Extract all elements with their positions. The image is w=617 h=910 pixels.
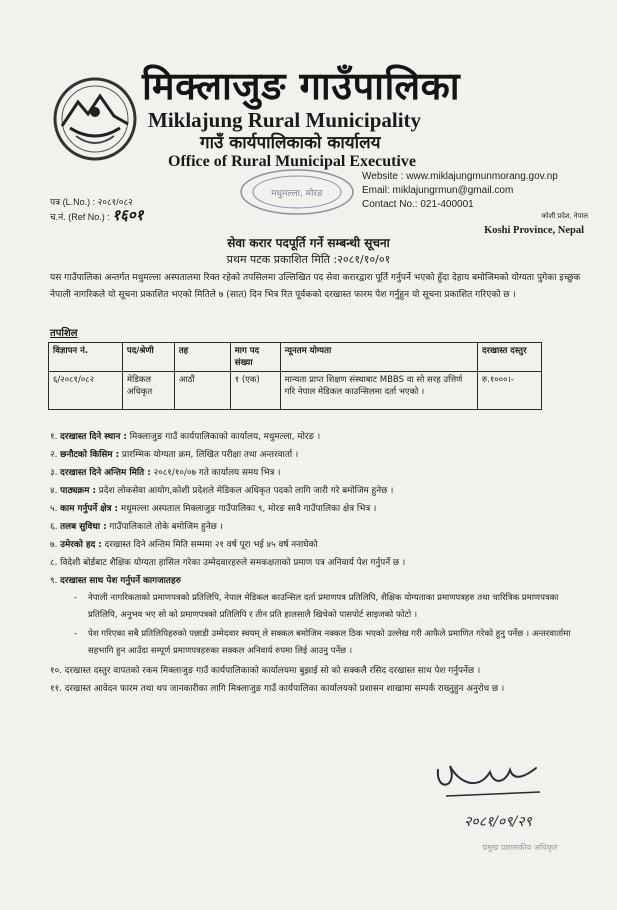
cell-post-count: १ (एक) <box>230 372 280 410</box>
condition-item: ५. काम गर्नुपर्ने क्षेत्र : मधुमल्ला अस्पताल मिक्लाजुङ गाउँपालिका ९, मोरङ सावै गाउँपालिका क्षेत्र भित्र । <box>50 504 377 514</box>
ref-value: १६०१ <box>112 206 144 224</box>
table-row <box>49 372 542 410</box>
signature-date: २०८१/०९/२९ <box>464 814 532 830</box>
documents-list <box>74 590 584 660</box>
header-fee: दरखास्त दस्तुर <box>478 343 542 372</box>
closing-item: १०. दरखास्त दस्तुर वापतको रकम मिक्लाजुङ गाउँ कार्यपालिकाको कार्यालयमा बुझाई सो को सक्कलै रसिद दरखास्त साथ पेश गर्नुपर्नेछ । <box>50 666 481 676</box>
header-qualification: न्यूनतम योग्यता <box>280 343 477 372</box>
org-name-nepali: मिक्लाजुङ गाउँपालिका <box>142 63 461 108</box>
closing-item: ११. दरखास्त आवेदन फारम तथा थप जानकारीका लागि मिक्लाजुङ गाउँ कार्यपालिका कार्यालयको प्रशासन शाखामा सम्पर्क राख्नुहुन अनुरोध छ । <box>50 684 505 694</box>
condition-item: ९. दरखास्त साथ पेश गर्नुपर्ने कागजातहरु - नेपाली नागरिकताको प्रमाणपत्रको प्रतिलिपि, नेपाल मेडिकल काउन्सिल दर्ता प्रमाणपत्र प्रतिलिपि, शैक्षिक योग्यताका प्रमाणपत्रहरु तथा चारित्रिक प्रमाणपत्रका प्रतिलिपि, अनुभव भए सो को प्रमाणपत्रको प्रतिलिपि र तीन प्रति हालसालै खिचेको पासपोर्ट साइजको फोटो । - पेश गरिएका सबै प्रतिलिपिहरुको पछाडी उम्मेदवार स्वयम् ले सक्कल बमोजिम नक्कल ठिक भएको उल्लेख गरी आफैले प्रमाणित गरेको हुनु पर्नेछ । अन्तरवार्तामा सहभागि हुन आउँदा सम्पूर्ण प्रमाणपत्रहरुका सक्कल अनिवार्य रुपमा लिई आउनु पर्नेछ । <box>50 572 590 660</box>
header-post-count: माग पद संख्या <box>230 343 280 372</box>
condition-item: २. छनौटको किसिम : प्रारम्भिक योग्यता क्रम, लिखित परीक्षा तथा अन्तरवार्ता । <box>50 450 299 460</box>
condition-item: १. दरखास्त दिने स्थान : मिक्लाजुङ गाउँ कार्यपालिकाको कार्यालय, मधुमल्ला, मोरङ । <box>50 432 321 442</box>
document-item: - नेपाली नागरिकताको प्रमाणपत्रको प्रतिलिपि, नेपाल मेडिकल काउन्सिल दर्ता प्रमाणपत्र प्रतिलिपि, शैक्षिक योग्यताका प्रमाणपत्रहरु तथा चारित्रिक प्रमाणपत्रका प्रतिलिपि, अनुभव भए सो को प्रमाणपत्रको प्रतिलिपि र तीन प्रति हालसालै खिचेको पासपोर्ट साइजको फोटो । <box>74 593 559 620</box>
table-header-row <box>49 343 542 372</box>
stamp-text: मधुमल्ला, मोरङ <box>271 189 323 199</box>
email: Email: miklajungrmun@gmail.com <box>362 185 514 196</box>
province-english: Koshi Province, Nepal <box>484 225 584 236</box>
signatory-title: प्रमुख प्रशासकीय अधिकृत <box>482 843 558 852</box>
condition-item: ६. तलब सुविधा : गाउँपालिकाले तोके बमोजिम हुनेछ । <box>50 522 223 532</box>
org-name-english: Miklajung Rural Municipality <box>148 108 422 132</box>
document-item: - पेश गरिएका सबै प्रतिलिपिहरुको पछाडी उम्मेदवार स्वयम् ले सक्कल बमोजिम नक्कल ठिक भएको उल्लेख गरी आफैले प्रमाणित गरेको हुनु पर्नेछ । अन्तरवार्तामा सहभागि हुन आउँदा सम्पूर्ण प्रमाणपत्रहरुका सक्कल अनिवार्य रुपमा लिई आउनु पर्नेछ । <box>74 629 571 656</box>
publish-date: प्रथम पटक प्रकाशित मिति :२०८१/१०/०१ <box>226 253 391 266</box>
office-name-english: Office of Rural Municipal Executive <box>168 153 416 170</box>
vacancy-table <box>48 342 542 410</box>
notice-title: सेवा करार पदपूर्ति गर्ने सम्बन्धी सूचना <box>227 236 390 250</box>
cell-fee: रु.१०००।- <box>478 372 542 410</box>
condition-item: ४. पाठ्यक्रम : प्रदेश लोकसेवा आयोग,कोशी प्रदेशले मेडिकल अधिकृत पदको लागि जारी गरे बमोजिम हुनेछ । <box>50 486 394 496</box>
header-ad-number: विज्ञापन नं. <box>49 343 123 372</box>
cell-qualification: मान्यता प्राप्त शिक्षण संस्थाबाट MBBS वा सो सरह उत्तिर्ण गरि नेपाल मेडिकल काउन्सिलमा दर्ता भएको । <box>280 372 477 410</box>
ref-label: च.नं. (Ref No.) : <box>50 212 110 222</box>
condition-item: ७. उमेरको हद : दरखास्त दिने अन्तिम मिति सम्ममा २१ वर्ष पूरा भई ४५ वर्ष ननाघेको <box>50 540 318 550</box>
province-nepali: कोशी प्रदेश, नेपाल <box>541 213 588 220</box>
website: Website : www.miklajungmunmorang.gov.np <box>362 171 558 182</box>
cell-ad-number: ६/२०८१/०८२ <box>49 372 123 410</box>
office-stamp <box>238 168 356 216</box>
emblem-icon <box>50 74 140 164</box>
office-name-nepali: गाउँ कार्यपालिकाको कार्यालय <box>200 133 381 153</box>
cell-level: आठौं <box>174 372 230 410</box>
details-label: तपशिल <box>50 328 78 339</box>
conditions-list <box>50 428 590 698</box>
reference-numbers <box>50 196 230 224</box>
condition-item: ३. दरखास्त दिने अन्तिम मिति : २०८१/१०/०७ गते कार्यालय समय भित्र । <box>50 468 281 478</box>
header-post: पद/श्रेणी <box>122 343 174 372</box>
signature <box>428 752 568 862</box>
contact-block <box>362 170 612 238</box>
contact-number: Contact No.: 021-400001 <box>362 199 474 210</box>
header-level: तह <box>174 343 230 372</box>
condition-item: ८. विदेशी बोर्डबाट शैक्षिक योग्यता हासिल गरेका उम्मेदवारहरुले समकक्षताको प्रमाण पत्र अनिवार्य पेश गर्नुपर्ने छ । <box>50 558 406 568</box>
intro-paragraph: यस गाउँपालिका अन्तर्गत मधुमल्ला अस्पतालमा रिक्त रहेको तपसिलमा उल्लिखित पद सेवा करारद्वारा पूर्ति गर्नुपर्ने भएको हुँदा देहाय बमोजिमको योग्यता पुगेका इच्छुक नेपाली नागरिकले यो सूचना प्रकाशित भएको मितिले ७ (सात) दिन भित्र रित पूर्वकको दरखास्त फारम पेश गर्नुहुन यो सूचना प्रकाशित गरिएको छ । <box>50 273 581 300</box>
cell-post: मेडिकल अधिकृत <box>122 372 174 410</box>
letter-number: पत्र (L.No.) : २०८१/०८२ <box>50 197 133 207</box>
